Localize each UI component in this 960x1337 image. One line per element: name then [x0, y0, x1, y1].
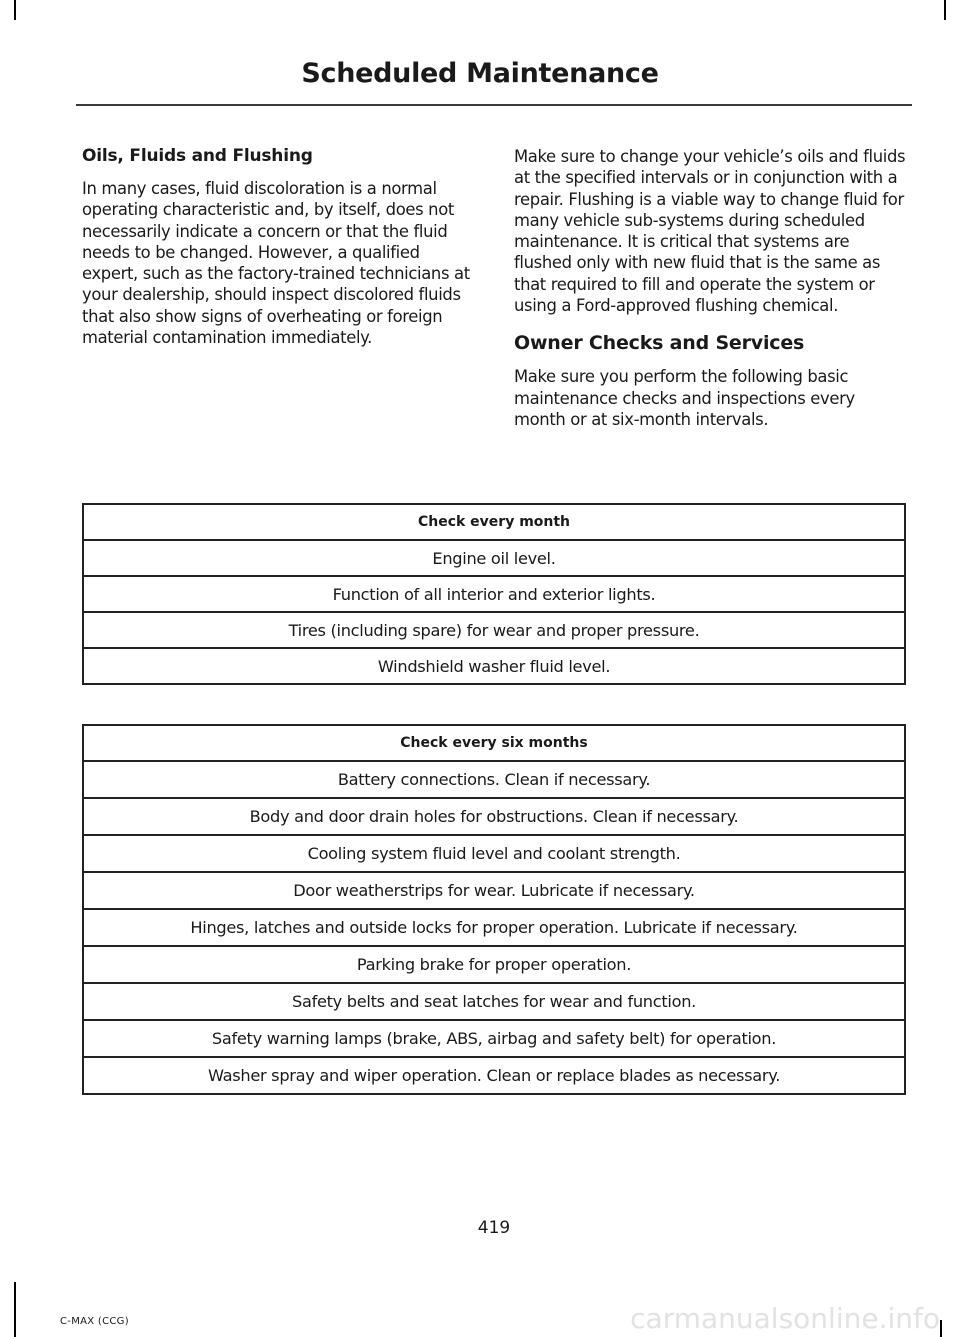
table-row: Washer spray and wiper operation. Clean or replace blades as necessary. [83, 1057, 905, 1094]
right-column [514, 146, 909, 434]
table-row: Door weatherstrips for wear. Lubricate if necessary. [83, 872, 905, 909]
six-month-table-header: Check every six months [83, 725, 905, 761]
six-month-checks-table [82, 724, 906, 1095]
table-row: Hinges, latches and outside locks for proper operation. Lubricate if necessary. [83, 909, 905, 946]
model-code: C-MAX (CCG) [60, 1316, 129, 1327]
watermark: carmanualsonline.info [630, 1302, 940, 1335]
monthly-table-header: Check every month [83, 504, 905, 540]
table-row: Function of all interior and exterior lights. [83, 576, 905, 612]
table-row: Battery connections. Clean if necessary. [83, 761, 905, 798]
fluid-change-paragraph: Make sure to change your vehicle’s oils and fluids at the specified intervals or in conjunction with a repair. Flushing is a viable way to change fluid for many vehicle sub-systems during scheduled maintenance. It is critical that systems are flushed only with new fluid that is the same as that required to fill and operate the system or using a Ford-approved flushing chemical. [514, 147, 906, 316]
page-title: Scheduled Maintenance [301, 58, 659, 89]
crop-mark-bottom-left [14, 1282, 16, 1337]
table-row: Parking brake for proper operation. [83, 946, 905, 983]
left-column [82, 146, 477, 352]
table-row: Windshield washer fluid level. [83, 648, 905, 684]
page-number: 419 [477, 1218, 511, 1238]
header-divider [76, 104, 912, 106]
table-row: Cooling system fluid level and coolant strength. [83, 835, 905, 872]
oils-fluids-paragraph: In many cases, fluid discoloration is a normal operating characteristic and, by itself, does not necessarily indicate a concern or that the fluid needs to be changed. However, a qualified expert, such as the factory-trained technicians at your dealership, should inspect discolored fluids that also show signs of overheating or foreign material contamination immediately. [82, 179, 470, 348]
crop-mark-top-right [944, 0, 946, 20]
table-row: Safety warning lamps (brake, ABS, airbag and safety belt) for operation. [83, 1020, 905, 1057]
crop-mark-bottom-right [940, 1320, 942, 1337]
section-heading-owner-checks: Owner Checks and Services [514, 332, 805, 355]
table-row: Body and door drain holes for obstructions. Clean if necessary. [83, 798, 905, 835]
section-heading-oils-fluids: Oils, Fluids and Flushing [82, 146, 313, 166]
table-row: Safety belts and seat latches for wear and function. [83, 983, 905, 1020]
owner-checks-paragraph: Make sure you perform the following basic maintenance checks and inspections every month or at six-month intervals. [514, 367, 855, 429]
monthly-checks-table [82, 503, 906, 685]
table-row: Tires (including spare) for wear and proper pressure. [83, 612, 905, 648]
crop-mark-top-left [14, 0, 16, 20]
table-row: Engine oil level. [83, 540, 905, 576]
